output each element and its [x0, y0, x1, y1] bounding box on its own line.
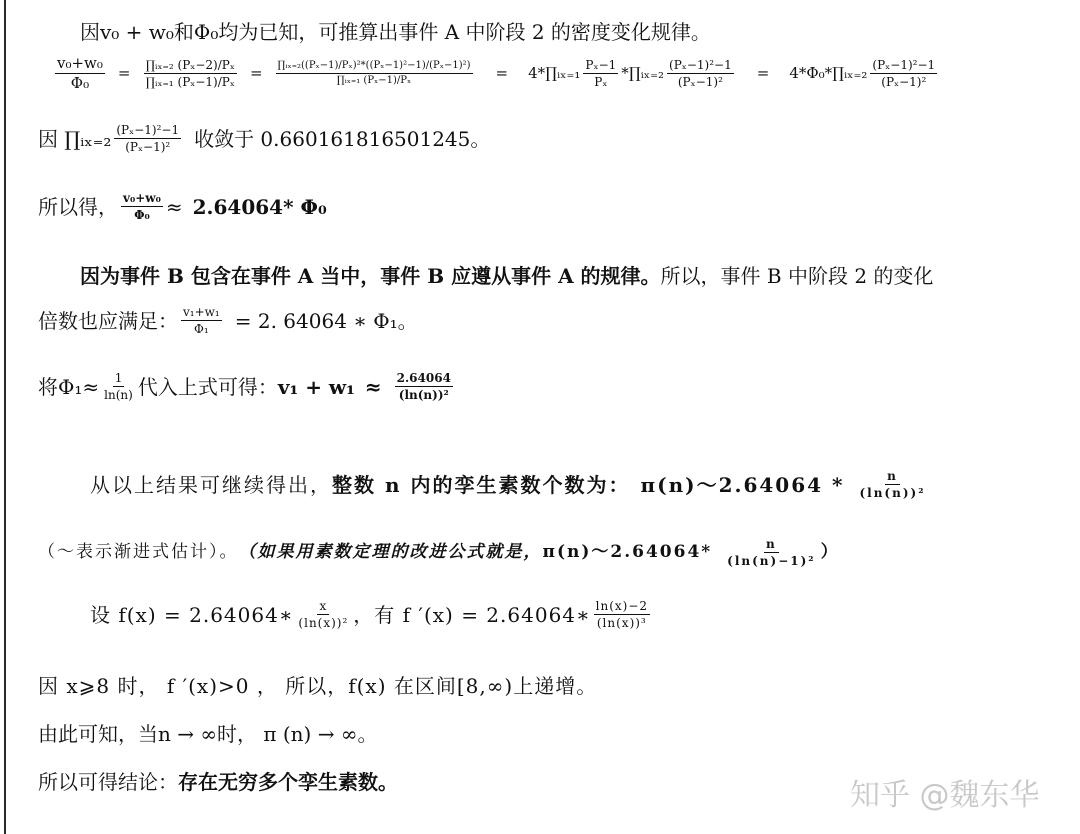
paragraph-line-improved-formula: （～表示渐进式估计）。 （如果用素数定理的改进公式就是， π(n)～2.64064* $\frac{n}{\text{(ln(n)−1)²}}$ ）: [38, 537, 840, 568]
fraction-f-prime: $\frac{\ln(x)-2}{\text{(ln(x))³}}$: [595, 599, 649, 630]
paragraph-line-1: 因v₀ + w₀和Φ₀均为已知，可推算出事件 A 中阶段 2 的密度变化规律。: [80, 20, 711, 44]
paragraph-line-twin-prime-count: 从以上结果可继续得出， 整数 n 内的孪生素数个数为： π(n)～2.64064 * $\frac{n}{\text{(ln(n))²}}$: [90, 469, 926, 500]
paragraph-line-substitution: 将Φ₁≈ $\frac{1}{\ln(n)}$ 代入上式可得： v₁ + w₁ ≈ $\frac{2.64064}{\text{(ln(n))²}}$: [38, 371, 451, 402]
fraction-substitution-result: $\frac{2.64064}{\text{(ln(n))²}}$: [396, 371, 451, 402]
paragraph-line-multiplier: 倍数也应满足： $\frac{\text{v₁+w₁}}{\text{Φ₁}}$ = 2. 64064 ∗ Φ₁。: [38, 305, 418, 336]
paragraph-line-result-0: 所以得， $\frac{\text{v₀+w₀}}{\text{Φ₀}}$ ≈ 2.64064* Φ₀: [38, 191, 327, 222]
paragraph-line-increasing: 因 x⩾8 时， f ′(x)>0 ， 所以，f(x) 在区间[8,∞)上递增。: [38, 674, 598, 698]
fraction-factor-1: $\frac{\text{Pₓ−1}}{\text{Pₓ}}$: [585, 58, 617, 89]
paragraph-line-function-def: 设 f(x) = 2.64064∗ $\frac{x}{\text{(ln(x))²}}$ ，有 f ′(x) = 2.64064∗ $\frac{\ln(x)-2}{\text{(ln(x))³}}$: [90, 599, 649, 630]
fraction-lhs: $\frac{\text{v₀+w₀}}{\text{Φ₀}}$: [57, 54, 103, 92]
fraction-factor-2: $\frac{\text{(Pₓ−1)²−1}}{\text{(Pₓ−1)²}}$: [669, 58, 732, 89]
fraction-result-0: $\frac{\text{v₀+w₀}}{\text{Φ₀}}$: [123, 191, 161, 222]
paragraph-line-limit: 由此可知，当n → ∞时， π (n) → ∞。: [38, 722, 378, 746]
fraction-product-1: $\frac{\text{∏ᵢₓ₌₂ (Pₓ−2)/Pₓ}}{\text{∏ᵢₓ₌₁ (Pₓ−1)/Pₓ}}$: [145, 58, 235, 89]
fraction-f: $\frac{x}{\text{(ln(x))²}}$: [298, 599, 349, 630]
zhihu-watermark: 知乎 @魏东华: [850, 778, 1040, 813]
formula-density-ratio: $\frac{\text{v₀+w₀}}{\text{Φ₀}}$ = $\frac{\text{∏ᵢₓ₌₂ (Pₓ−2)/Pₓ}}{\text{∏ᵢₓ₌₁ (Pₓ−1)/Pₓ}}$ = $\frac{\text{∏ᵢₓ₌₂((Pₓ−1)/Pₓ)²*((Pₓ−1)²−1)/(Pₓ−1)²)}}{\text{∏ᵢₓ₌₁ (Pₓ−1)/Pₓ}}$ = 4*∏ᵢₓ₌₁ $\frac{\text{Pₓ−1}}{\text{Pₓ}}$ *∏ᵢₓ₌₂ $\frac{\text{(Pₓ−1)²−1}}{\text{(Pₓ−1)²}}$ = 4*Φ₀*∏ᵢₓ₌₂ $\frac{\text{(Pₓ−1)²−1}}{\text{(Pₓ−1)²}}$: [57, 54, 936, 92]
paragraph-line-convergence: 因 ∏ᵢₓ₌₂ $\frac{\text{(Pₓ−1)²−1}}{\text{(Pₓ−1)²}}$ 收敛于 0.660161816501245。: [38, 123, 491, 154]
fraction-factor-3: $\frac{\text{(Pₓ−1)²−1}}{\text{(Pₓ−1)²}}$: [872, 58, 936, 89]
left-border-rule: [4, 0, 6, 834]
fraction-phi-1: $\frac{1}{\ln(n)}$: [104, 371, 133, 402]
paragraph-line-conclusion: 所以可得结论： 存在无穷多个孪生素数。: [38, 770, 398, 794]
fraction-product-2: $\frac{\text{∏ᵢₓ₌₂((Pₓ−1)/Pₓ)²*((Pₓ−1)²−1)/(Pₓ−1)²)}}{\text{∏ᵢₓ₌₁ (Pₓ−1)/Pₓ}}$: [277, 60, 471, 86]
fraction-twin-prime: $\frac{n}{\text{(ln(n))²}}$: [859, 469, 926, 500]
fraction-improved: $\frac{n}{\text{(ln(n)−1)²}}$: [727, 537, 816, 568]
fraction-convergence: $\frac{\text{(Pₓ−1)²−1}}{\text{(Pₓ−1)²}}$: [116, 123, 180, 154]
paragraph-line-event-b: 因为事件 B 包含在事件 A 当中，事件 B 应遵从事件 A 的规律。 所以，事件 B 中阶段 2 的变化: [80, 264, 934, 288]
fraction-multiplier: $\frac{\text{v₁+w₁}}{\text{Φ₁}}$: [183, 305, 220, 336]
